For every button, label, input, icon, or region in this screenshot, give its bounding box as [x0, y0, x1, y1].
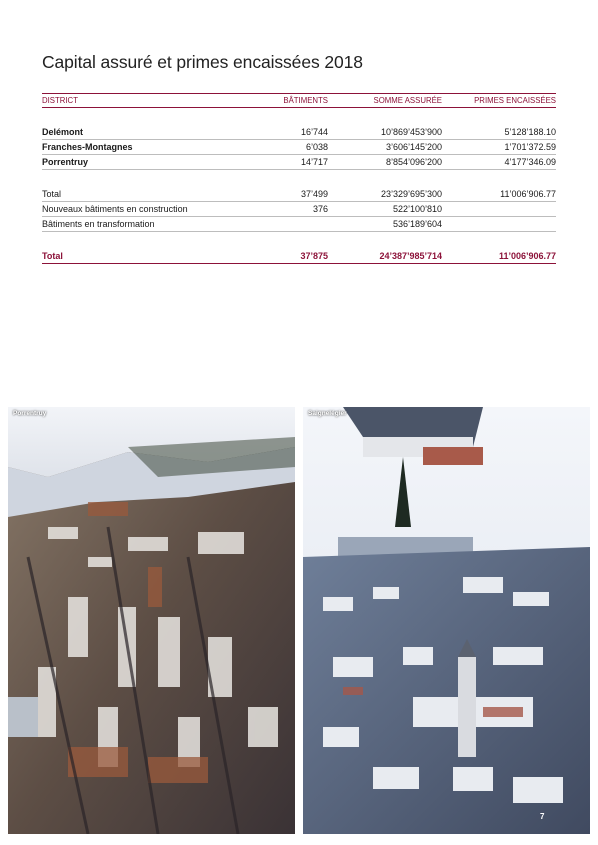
row-somme: 24’387’985’714	[328, 249, 442, 264]
row-somme: 8’854’096’200	[328, 155, 442, 170]
row-label: Total	[42, 249, 242, 264]
row-batiments: 376	[242, 202, 328, 217]
row-label: Franches-Montagnes	[42, 140, 242, 155]
row-batiments: 16’744	[242, 125, 328, 140]
table-row-grand-total	[42, 249, 556, 264]
page-number: 7	[540, 812, 545, 821]
row-somme: 536’189’604	[328, 217, 442, 232]
row-batiments: 14’717	[242, 155, 328, 170]
header-primes: PRIMES ENCAISSÉES	[442, 94, 556, 108]
saignelegier-aerial-image	[303, 407, 590, 834]
header-district: DISTRICT	[42, 94, 242, 108]
header-somme-assuree: SOMME ASSURÉE	[328, 94, 442, 108]
header-batiments: BÂTIMENTS	[242, 94, 328, 108]
row-label: Delémont	[42, 125, 242, 140]
row-primes: 4’177’346.09	[442, 155, 556, 170]
photo-caption-saignelegier: Saignelégier	[308, 410, 347, 417]
row-primes: 11’006’906.77	[442, 249, 556, 264]
table-row-total	[42, 187, 556, 202]
table-row-transformation	[42, 217, 556, 232]
photo-saignelegier	[303, 407, 590, 834]
table-header-row	[42, 94, 556, 108]
row-label: Nouveaux bâtiments en construction	[42, 202, 242, 217]
row-somme: 10’869’453’900	[328, 125, 442, 140]
row-somme: 23’329’695’300	[328, 187, 442, 202]
row-somme: 3’606’145’200	[328, 140, 442, 155]
row-batiments: 37’499	[242, 187, 328, 202]
table-row-delemont	[42, 125, 556, 140]
row-batiments: 37’875	[242, 249, 328, 264]
photo-caption-porrentruy: Porrentruy	[13, 410, 47, 417]
row-label: Porrentruy	[42, 155, 242, 170]
row-primes	[442, 202, 556, 217]
photo-porrentruy	[8, 407, 295, 834]
row-batiments	[242, 217, 328, 232]
row-label: Total	[42, 187, 242, 202]
row-batiments: 6’038	[242, 140, 328, 155]
table-row-porrentruy	[42, 155, 556, 170]
table-row-franches-montagnes	[42, 140, 556, 155]
row-label: Bâtiments en transformation	[42, 217, 242, 232]
porrentruy-aerial-image	[8, 407, 295, 834]
row-somme: 522’100’810	[328, 202, 442, 217]
row-primes: 11’006’906.77	[442, 187, 556, 202]
row-primes	[442, 217, 556, 232]
row-primes: 1’701’372.59	[442, 140, 556, 155]
row-primes: 5’128’188.10	[442, 125, 556, 140]
table-row-nouveaux-batiments	[42, 202, 556, 217]
page-title: Capital assuré et primes encaissées 2018	[42, 52, 363, 72]
capital-table	[42, 93, 556, 264]
